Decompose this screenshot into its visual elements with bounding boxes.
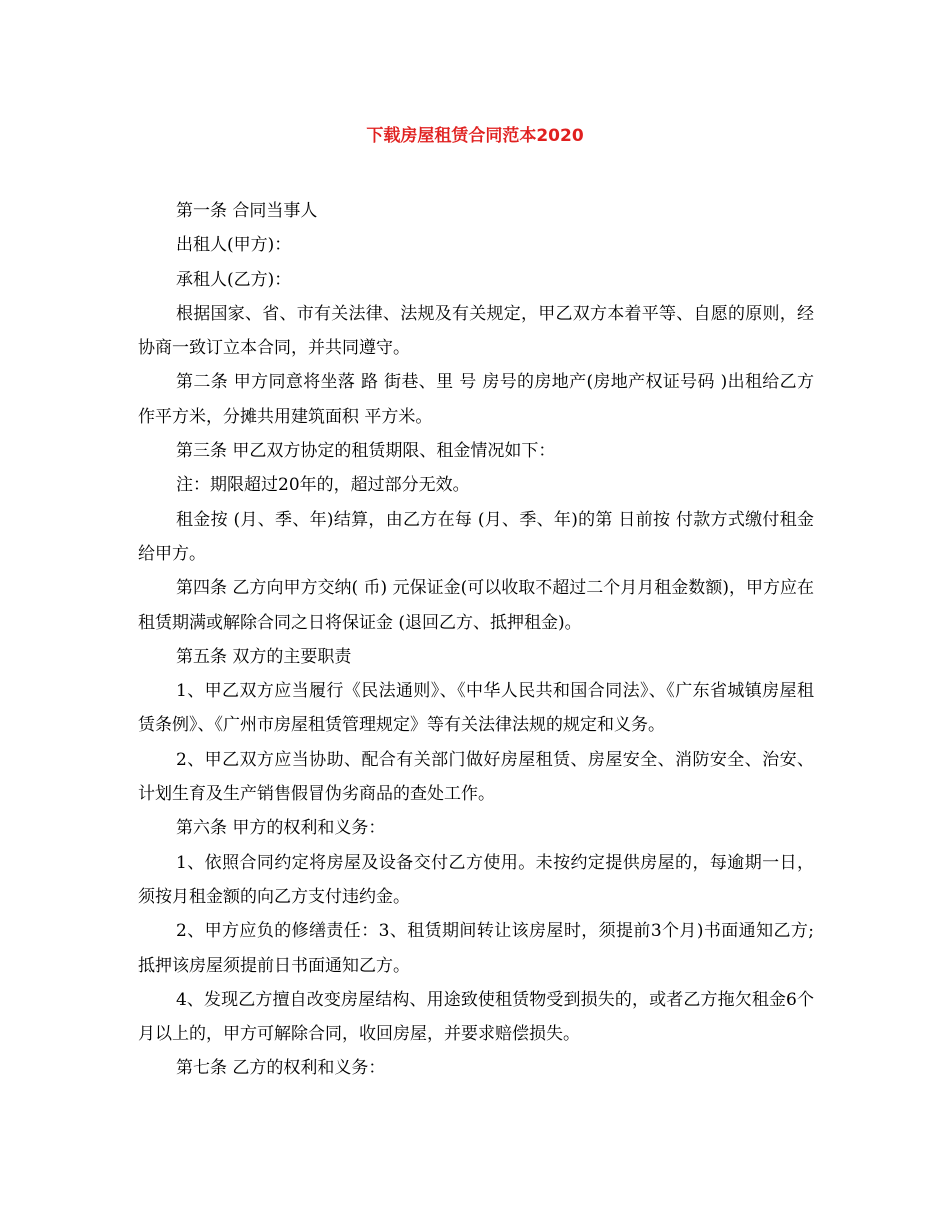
paragraph-article-3: 第三条 甲乙双方协定的租赁期限、租金情况如下： <box>176 441 556 462</box>
paragraph-article-7-heading: 第七条 乙方的权利和义务： <box>176 1058 386 1079</box>
paragraph-article-6-item-1: 1、依照合同约定将房屋及设备交付乙方使用。未按约定提供房屋的，每逾期一日，须按月租金额的向乙方支付违约金。 <box>138 852 814 907</box>
paragraph-article-6-item-4: 4、发现乙方擅自改变房屋结构、用途致使租赁物受到损失的，或者乙方拖欠租金6个月以上的，甲方可解除合同，收回房屋，并要求赔偿损失。 <box>138 989 814 1045</box>
paragraph-article-4: 第四条 乙方向甲方交纳( 币) 元保证金(可以收取不超过二个月月租金数额)，甲方应在租赁期满或解除合同之日将保证金 (退回乙方、抵押租金)。 <box>138 578 814 633</box>
paragraph-lessor: 出租人(甲方)： <box>176 235 292 256</box>
paragraph-preamble: 根据国家、省、市有关法律、法规及有关规定，甲乙双方本着平等、自愿的原则，经协商一致订立本合同，并共同遵守。 <box>138 303 814 359</box>
paragraph-article-2: 第二条 甲方同意将坐落 路 街巷、里 号 房号的房地产(房地产权证号码 )出租给乙方作平方米，分摊共用建筑面积 平方米。 <box>138 372 814 427</box>
paragraph-article-6-heading: 第六条 甲方的权利和义务： <box>176 818 386 839</box>
paragraph-article-6-item-2: 2、甲方应负的修缮责任：3、租赁期间转让该房屋时，须提前3个月)书面通知乙方;抵押该房屋须提前日书面通知乙方。 <box>138 921 814 976</box>
paragraph-lessee: 承租人(乙方)： <box>176 269 292 290</box>
document-title: 下载房屋租赁合同范本2020 <box>366 126 584 146</box>
paragraph-article-5-heading: 第五条 双方的主要职责 <box>176 646 352 667</box>
paragraph-rent-payment: 租金按 (月、季、年)结算，由乙方在每 (月、季、年)的第 日前按 付款方式缴付租金给甲方。 <box>138 509 814 564</box>
document-body <box>138 194 814 1086</box>
paragraph-article-1-heading: 第一条 合同当事人 <box>176 201 318 221</box>
paragraph-note: 注：期限超过20年的，超过部分无效。 <box>176 475 470 496</box>
paragraph-article-5-item-2: 2、甲乙双方应当协助、配合有关部门做好房屋租赁、房屋安全、消防安全、治安、计划生育及生产销售假冒伪劣商品的查处工作。 <box>138 749 814 805</box>
paragraph-article-5-item-1: 1、甲乙双方应当履行《民法通则》、《中华人民共和国合同法》、《广东省城镇房屋租赁条例》、《广州市房屋租赁管理规定》等有关法律法规的规定和义务。 <box>138 681 814 736</box>
